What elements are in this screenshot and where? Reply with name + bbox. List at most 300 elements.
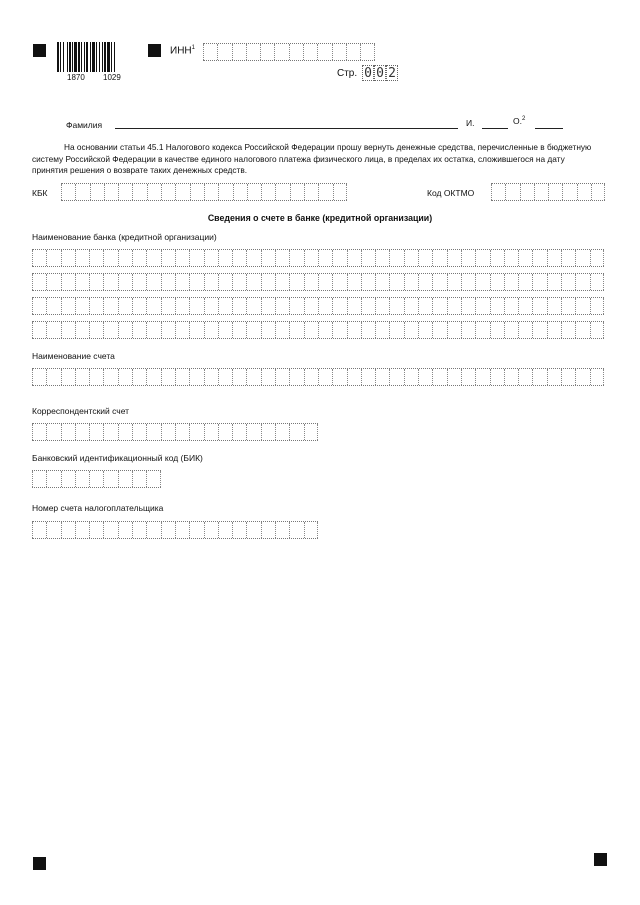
char-cell[interactable] — [333, 184, 347, 200]
char-cell[interactable] — [75, 322, 89, 338]
char-cell[interactable] — [289, 250, 303, 266]
char-cell[interactable] — [232, 424, 246, 440]
char-cell[interactable] — [275, 298, 289, 314]
char-cell[interactable] — [161, 369, 175, 385]
char-cell[interactable] — [289, 298, 303, 314]
char-cell[interactable] — [347, 274, 361, 290]
bank-name-cells-row-4[interactable] — [32, 321, 604, 339]
char-cell[interactable] — [404, 250, 418, 266]
char-cell[interactable] — [547, 369, 561, 385]
char-cell[interactable] — [547, 250, 561, 266]
char-cell[interactable] — [75, 184, 89, 200]
char-cell[interactable] — [332, 250, 346, 266]
char-cell[interactable] — [175, 369, 189, 385]
char-cell[interactable] — [32, 250, 46, 266]
char-cell[interactable] — [304, 369, 318, 385]
char-cell[interactable] — [261, 522, 275, 538]
char-cell[interactable] — [103, 322, 117, 338]
char-cell[interactable] — [375, 298, 389, 314]
char-cell[interactable] — [132, 369, 146, 385]
char-cell[interactable] — [289, 369, 303, 385]
char-cell[interactable] — [332, 298, 346, 314]
bik-cells[interactable] — [32, 470, 161, 488]
char-cell[interactable] — [46, 369, 60, 385]
char-cell[interactable] — [218, 369, 232, 385]
surname-field[interactable] — [115, 128, 458, 129]
char-cell[interactable] — [532, 322, 546, 338]
char-cell[interactable] — [562, 184, 576, 200]
char-cell[interactable] — [146, 250, 160, 266]
char-cell[interactable] — [204, 369, 218, 385]
char-cell[interactable] — [590, 298, 604, 314]
char-cell[interactable] — [132, 184, 146, 200]
char-cell[interactable] — [118, 298, 132, 314]
char-cell[interactable] — [175, 184, 189, 200]
char-cell[interactable] — [232, 250, 246, 266]
char-cell[interactable] — [418, 274, 432, 290]
char-cell[interactable] — [561, 322, 575, 338]
char-cell[interactable] — [418, 369, 432, 385]
char-cell[interactable] — [475, 369, 489, 385]
char-cell[interactable] — [32, 274, 46, 290]
char-cell[interactable] — [32, 369, 46, 385]
char-cell[interactable] — [161, 522, 175, 538]
char-cell[interactable] — [289, 424, 303, 440]
char-cell[interactable] — [89, 369, 103, 385]
char-cell[interactable] — [75, 298, 89, 314]
corr-account-cells[interactable] — [32, 423, 318, 441]
char-cell[interactable] — [575, 322, 589, 338]
char-cell[interactable] — [389, 369, 403, 385]
char-cell[interactable] — [504, 298, 518, 314]
char-cell[interactable] — [75, 471, 89, 487]
char-cell[interactable] — [233, 184, 247, 200]
char-cell[interactable] — [246, 298, 260, 314]
char-cell[interactable] — [461, 322, 475, 338]
char-cell[interactable] — [447, 298, 461, 314]
char-cell[interactable] — [118, 274, 132, 290]
char-cell[interactable] — [548, 184, 562, 200]
char-cell[interactable] — [189, 250, 203, 266]
char-cell[interactable] — [332, 369, 346, 385]
char-cell[interactable] — [61, 369, 75, 385]
char-cell[interactable] — [317, 44, 331, 60]
char-cell[interactable] — [218, 184, 232, 200]
char-cell[interactable] — [89, 522, 103, 538]
char-cell[interactable] — [189, 322, 203, 338]
char-cell[interactable] — [375, 274, 389, 290]
char-cell[interactable] — [261, 369, 275, 385]
char-cell[interactable] — [190, 184, 204, 200]
char-cell[interactable] — [475, 322, 489, 338]
char-cell[interactable] — [561, 369, 575, 385]
char-cell[interactable] — [575, 250, 589, 266]
char-cell[interactable] — [189, 298, 203, 314]
char-cell[interactable] — [89, 471, 103, 487]
char-cell[interactable] — [332, 274, 346, 290]
char-cell[interactable] — [232, 274, 246, 290]
char-cell[interactable] — [32, 424, 46, 440]
char-cell[interactable] — [347, 322, 361, 338]
char-cell[interactable] — [32, 298, 46, 314]
char-cell[interactable] — [146, 298, 160, 314]
char-cell[interactable] — [218, 250, 232, 266]
char-cell[interactable] — [547, 322, 561, 338]
char-cell[interactable] — [346, 44, 360, 60]
char-cell[interactable] — [532, 250, 546, 266]
char-cell[interactable] — [161, 424, 175, 440]
char-cell[interactable] — [418, 298, 432, 314]
initial-o-field[interactable] — [535, 128, 563, 129]
char-cell[interactable] — [118, 250, 132, 266]
char-cell[interactable] — [218, 274, 232, 290]
char-cell[interactable] — [275, 424, 289, 440]
char-cell[interactable] — [447, 369, 461, 385]
char-cell[interactable] — [246, 322, 260, 338]
char-cell[interactable] — [75, 522, 89, 538]
char-cell[interactable] — [520, 184, 534, 200]
char-cell[interactable] — [132, 298, 146, 314]
char-cell[interactable] — [203, 44, 217, 60]
char-cell[interactable] — [532, 274, 546, 290]
char-cell[interactable] — [260, 44, 274, 60]
char-cell[interactable] — [89, 250, 103, 266]
char-cell[interactable] — [204, 322, 218, 338]
char-cell[interactable] — [304, 298, 318, 314]
char-cell[interactable] — [132, 522, 146, 538]
char-cell[interactable] — [104, 184, 118, 200]
char-cell[interactable] — [175, 424, 189, 440]
char-cell[interactable] — [89, 424, 103, 440]
char-cell[interactable] — [89, 298, 103, 314]
char-cell[interactable] — [547, 274, 561, 290]
char-cell[interactable] — [132, 471, 146, 487]
char-cell[interactable] — [118, 184, 132, 200]
char-cell[interactable] — [217, 44, 231, 60]
char-cell[interactable] — [347, 369, 361, 385]
char-cell[interactable] — [232, 44, 246, 60]
char-cell[interactable] — [275, 322, 289, 338]
char-cell[interactable] — [518, 274, 532, 290]
char-cell[interactable] — [132, 274, 146, 290]
char-cell[interactable] — [32, 522, 46, 538]
char-cell[interactable] — [261, 274, 275, 290]
char-cell[interactable] — [490, 298, 504, 314]
char-cell[interactable] — [518, 322, 532, 338]
char-cell[interactable] — [590, 369, 604, 385]
char-cell[interactable] — [90, 184, 104, 200]
char-cell[interactable] — [161, 250, 175, 266]
char-cell[interactable] — [146, 522, 160, 538]
char-cell[interactable] — [261, 250, 275, 266]
char-cell[interactable] — [103, 298, 117, 314]
char-cell[interactable] — [232, 522, 246, 538]
char-cell[interactable] — [590, 322, 604, 338]
char-cell[interactable] — [161, 298, 175, 314]
bank-name-cells-row-2[interactable] — [32, 273, 604, 291]
char-cell[interactable] — [189, 369, 203, 385]
char-cell[interactable] — [175, 274, 189, 290]
char-cell[interactable] — [561, 298, 575, 314]
char-cell[interactable] — [274, 44, 288, 60]
char-cell[interactable] — [304, 274, 318, 290]
char-cell[interactable] — [491, 184, 505, 200]
char-cell[interactable] — [275, 184, 289, 200]
char-cell[interactable] — [32, 322, 46, 338]
char-cell[interactable] — [404, 298, 418, 314]
char-cell[interactable] — [175, 522, 189, 538]
char-cell[interactable] — [447, 250, 461, 266]
char-cell[interactable] — [103, 471, 117, 487]
char-cell[interactable] — [461, 369, 475, 385]
char-cell[interactable] — [232, 369, 246, 385]
char-cell[interactable] — [261, 298, 275, 314]
char-cell[interactable] — [289, 44, 303, 60]
char-cell[interactable] — [275, 369, 289, 385]
char-cell[interactable] — [46, 250, 60, 266]
char-cell[interactable] — [246, 522, 260, 538]
char-cell[interactable] — [246, 44, 260, 60]
char-cell[interactable] — [275, 274, 289, 290]
char-cell[interactable] — [432, 274, 446, 290]
char-cell[interactable] — [46, 322, 60, 338]
char-cell[interactable] — [75, 424, 89, 440]
char-cell[interactable] — [447, 322, 461, 338]
char-cell[interactable] — [518, 250, 532, 266]
char-cell[interactable] — [204, 250, 218, 266]
char-cell[interactable] — [61, 322, 75, 338]
char-cell[interactable] — [461, 250, 475, 266]
char-cell[interactable] — [61, 522, 75, 538]
char-cell[interactable] — [146, 369, 160, 385]
char-cell[interactable] — [103, 274, 117, 290]
char-cell[interactable] — [118, 522, 132, 538]
char-cell[interactable] — [118, 369, 132, 385]
char-cell[interactable] — [247, 184, 261, 200]
char-cell[interactable] — [490, 250, 504, 266]
char-cell[interactable] — [204, 424, 218, 440]
char-cell[interactable] — [103, 424, 117, 440]
char-cell[interactable] — [575, 369, 589, 385]
char-cell[interactable] — [375, 369, 389, 385]
char-cell[interactable] — [246, 424, 260, 440]
char-cell[interactable] — [577, 184, 591, 200]
char-cell[interactable] — [118, 322, 132, 338]
char-cell[interactable] — [432, 298, 446, 314]
char-cell[interactable] — [232, 322, 246, 338]
char-cell[interactable] — [118, 424, 132, 440]
char-cell[interactable] — [490, 369, 504, 385]
char-cell[interactable] — [218, 522, 232, 538]
char-cell[interactable] — [46, 471, 60, 487]
char-cell[interactable] — [189, 274, 203, 290]
char-cell[interactable] — [347, 250, 361, 266]
char-cell[interactable] — [304, 184, 318, 200]
oktmo-input-cells[interactable] — [491, 183, 605, 201]
char-cell[interactable] — [261, 322, 275, 338]
char-cell[interactable] — [361, 369, 375, 385]
char-cell[interactable] — [318, 298, 332, 314]
char-cell[interactable] — [475, 298, 489, 314]
char-cell[interactable] — [534, 184, 548, 200]
char-cell[interactable] — [289, 274, 303, 290]
char-cell[interactable] — [161, 184, 175, 200]
inn-input-cells[interactable] — [203, 43, 375, 61]
char-cell[interactable] — [189, 424, 203, 440]
char-cell[interactable] — [61, 424, 75, 440]
char-cell[interactable] — [432, 250, 446, 266]
char-cell[interactable] — [75, 274, 89, 290]
bank-name-cells-row-3[interactable] — [32, 297, 604, 315]
char-cell[interactable] — [32, 471, 46, 487]
char-cell[interactable] — [246, 274, 260, 290]
char-cell[interactable] — [418, 250, 432, 266]
char-cell[interactable] — [246, 369, 260, 385]
char-cell[interactable] — [246, 250, 260, 266]
char-cell[interactable] — [146, 424, 160, 440]
char-cell[interactable] — [318, 322, 332, 338]
char-cell[interactable] — [189, 522, 203, 538]
char-cell[interactable] — [404, 369, 418, 385]
char-cell[interactable] — [289, 322, 303, 338]
char-cell[interactable] — [304, 322, 318, 338]
char-cell[interactable] — [361, 322, 375, 338]
char-cell[interactable] — [389, 274, 403, 290]
char-cell[interactable] — [103, 522, 117, 538]
char-cell[interactable] — [146, 471, 160, 487]
char-cell[interactable] — [46, 522, 60, 538]
char-cell[interactable] — [332, 44, 346, 60]
char-cell[interactable] — [590, 250, 604, 266]
char-cell[interactable] — [389, 298, 403, 314]
char-cell[interactable] — [361, 298, 375, 314]
char-cell[interactable] — [461, 274, 475, 290]
account-name-cells[interactable] — [32, 368, 604, 386]
char-cell[interactable] — [504, 274, 518, 290]
char-cell[interactable] — [404, 274, 418, 290]
char-cell[interactable] — [360, 44, 374, 60]
char-cell[interactable] — [89, 274, 103, 290]
char-cell[interactable] — [46, 274, 60, 290]
char-cell[interactable] — [204, 274, 218, 290]
char-cell[interactable] — [375, 322, 389, 338]
char-cell[interactable] — [175, 250, 189, 266]
char-cell[interactable] — [361, 274, 375, 290]
char-cell[interactable] — [75, 369, 89, 385]
char-cell[interactable] — [575, 298, 589, 314]
char-cell[interactable] — [518, 369, 532, 385]
char-cell[interactable] — [232, 298, 246, 314]
char-cell[interactable] — [303, 44, 317, 60]
char-cell[interactable] — [304, 250, 318, 266]
char-cell[interactable] — [218, 424, 232, 440]
char-cell[interactable] — [146, 322, 160, 338]
kbk-input-cells[interactable] — [61, 183, 347, 201]
char-cell[interactable] — [289, 522, 303, 538]
char-cell[interactable] — [389, 322, 403, 338]
char-cell[interactable] — [318, 274, 332, 290]
char-cell[interactable] — [432, 369, 446, 385]
char-cell[interactable] — [261, 184, 275, 200]
char-cell[interactable] — [175, 322, 189, 338]
initial-i-field[interactable] — [482, 128, 508, 129]
char-cell[interactable] — [175, 298, 189, 314]
bank-name-cells-row-1[interactable] — [32, 249, 604, 267]
char-cell[interactable] — [475, 274, 489, 290]
char-cell[interactable] — [46, 424, 60, 440]
char-cell[interactable] — [89, 322, 103, 338]
char-cell[interactable] — [318, 250, 332, 266]
char-cell[interactable] — [61, 298, 75, 314]
char-cell[interactable] — [304, 522, 318, 538]
char-cell[interactable] — [490, 274, 504, 290]
char-cell[interactable] — [318, 369, 332, 385]
char-cell[interactable] — [505, 184, 519, 200]
char-cell[interactable] — [46, 298, 60, 314]
char-cell[interactable] — [504, 322, 518, 338]
char-cell[interactable] — [103, 369, 117, 385]
char-cell[interactable] — [218, 298, 232, 314]
char-cell[interactable] — [118, 471, 132, 487]
char-cell[interactable] — [75, 250, 89, 266]
char-cell[interactable] — [275, 250, 289, 266]
char-cell[interactable] — [290, 184, 304, 200]
char-cell[interactable] — [161, 322, 175, 338]
char-cell[interactable] — [504, 250, 518, 266]
char-cell[interactable] — [361, 250, 375, 266]
char-cell[interactable] — [132, 250, 146, 266]
char-cell[interactable] — [132, 424, 146, 440]
char-cell[interactable] — [132, 322, 146, 338]
char-cell[interactable] — [389, 250, 403, 266]
char-cell[interactable] — [447, 274, 461, 290]
char-cell[interactable] — [61, 250, 75, 266]
char-cell[interactable] — [204, 522, 218, 538]
char-cell[interactable] — [204, 298, 218, 314]
char-cell[interactable] — [347, 298, 361, 314]
char-cell[interactable] — [504, 369, 518, 385]
char-cell[interactable] — [204, 184, 218, 200]
char-cell[interactable] — [103, 250, 117, 266]
char-cell[interactable] — [490, 322, 504, 338]
char-cell[interactable] — [146, 274, 160, 290]
char-cell[interactable] — [61, 184, 75, 200]
char-cell[interactable] — [404, 322, 418, 338]
char-cell[interactable] — [375, 250, 389, 266]
char-cell[interactable] — [261, 424, 275, 440]
char-cell[interactable] — [461, 298, 475, 314]
char-cell[interactable] — [432, 322, 446, 338]
char-cell[interactable] — [561, 250, 575, 266]
char-cell[interactable] — [590, 274, 604, 290]
char-cell[interactable] — [547, 298, 561, 314]
char-cell[interactable] — [591, 184, 605, 200]
char-cell[interactable] — [532, 298, 546, 314]
char-cell[interactable] — [532, 369, 546, 385]
char-cell[interactable] — [518, 298, 532, 314]
char-cell[interactable] — [147, 184, 161, 200]
char-cell[interactable] — [61, 274, 75, 290]
char-cell[interactable] — [218, 322, 232, 338]
char-cell[interactable] — [475, 250, 489, 266]
taxpayer-account-cells[interactable] — [32, 521, 318, 539]
char-cell[interactable] — [575, 274, 589, 290]
char-cell[interactable] — [561, 274, 575, 290]
char-cell[interactable] — [418, 322, 432, 338]
char-cell[interactable] — [275, 522, 289, 538]
char-cell[interactable] — [61, 471, 75, 487]
char-cell[interactable] — [332, 322, 346, 338]
